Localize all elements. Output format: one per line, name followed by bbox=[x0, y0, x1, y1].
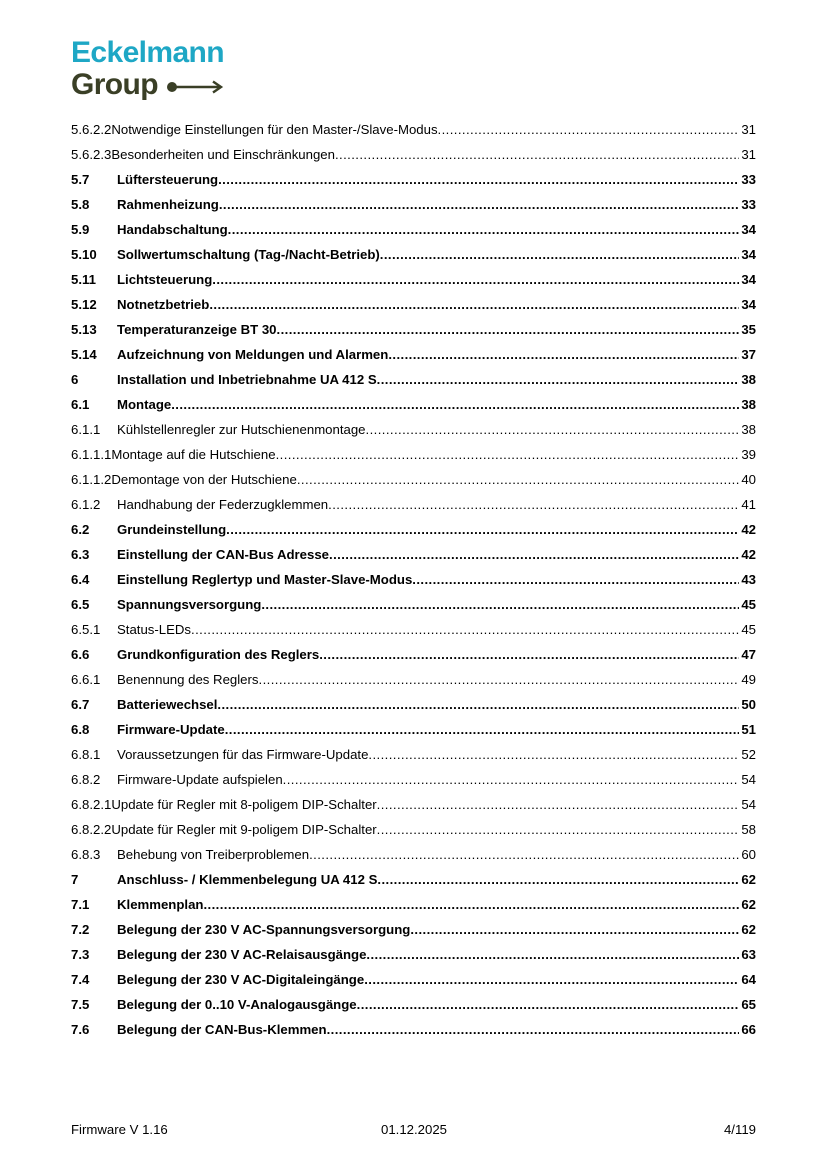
toc-entry-number: 6.8 bbox=[71, 722, 90, 737]
toc-entry-title: Handabschaltung bbox=[117, 222, 228, 237]
toc-entry-page: 38 bbox=[741, 372, 756, 387]
toc-entry-title: Kühlstellenregler zur Hutschienenmontage bbox=[117, 422, 366, 437]
toc-entry[interactable] bbox=[71, 317, 756, 342]
toc-entry-title: Belegung der 230 V AC-Digitaleingänge bbox=[117, 972, 365, 987]
toc-entry-title: Aufzeichnung von Meldungen und Alarmen bbox=[117, 347, 389, 362]
toc-entry-page: 65 bbox=[741, 997, 756, 1012]
toc-entry-title: Voraussetzungen für das Firmware-Update bbox=[117, 747, 369, 762]
toc-entry-page: 63 bbox=[741, 947, 756, 962]
toc-entry[interactable] bbox=[71, 392, 756, 417]
toc-entry-number: 6.7 bbox=[71, 697, 90, 712]
toc-entry-title: Notnetzbetrieb bbox=[117, 297, 210, 312]
table-of-contents bbox=[71, 117, 756, 1042]
toc-dot-leader bbox=[377, 867, 739, 892]
toc-entry-number: 6.8.2.2 bbox=[71, 822, 112, 837]
toc-entry[interactable] bbox=[71, 717, 756, 742]
toc-dot-leader bbox=[377, 792, 740, 817]
toc-entry-title: Belegung der 0..10 V-Analogausgänge bbox=[117, 997, 357, 1012]
toc-entry-title: Benennung des Reglers bbox=[117, 672, 259, 687]
toc-entry[interactable] bbox=[71, 942, 756, 967]
logo-arrow-icon bbox=[166, 80, 224, 94]
toc-dot-leader bbox=[228, 217, 740, 242]
toc-entry-page: 34 bbox=[741, 222, 756, 237]
toc-dot-leader bbox=[226, 517, 739, 542]
toc-entry[interactable] bbox=[71, 617, 756, 642]
toc-entry-page: 45 bbox=[741, 622, 756, 637]
toc-entry-page: 51 bbox=[741, 722, 756, 737]
toc-entry-page: 31 bbox=[741, 147, 756, 162]
toc-dot-leader bbox=[335, 142, 739, 167]
toc-entry-title: Status-LEDs bbox=[117, 622, 192, 637]
toc-dot-leader bbox=[357, 992, 740, 1017]
toc-entry[interactable] bbox=[71, 167, 756, 192]
toc-dot-leader bbox=[297, 467, 740, 492]
toc-dot-leader bbox=[366, 942, 739, 967]
toc-entry-number: 6 bbox=[71, 372, 79, 387]
logo-text-group: Group bbox=[71, 68, 158, 101]
toc-dot-leader bbox=[388, 342, 739, 367]
toc-entry-number: 7.4 bbox=[71, 972, 90, 987]
toc-entry-title: Update für Regler mit 8-poligem DIP-Schalter bbox=[111, 797, 377, 812]
toc-entry-number: 5.11 bbox=[71, 272, 96, 287]
toc-dot-leader bbox=[261, 592, 739, 617]
toc-entry[interactable] bbox=[71, 242, 756, 267]
toc-dot-leader bbox=[283, 767, 740, 792]
toc-dot-leader bbox=[212, 267, 739, 292]
toc-entry-page: 62 bbox=[741, 922, 756, 937]
toc-dot-leader bbox=[217, 692, 739, 717]
toc-entry[interactable] bbox=[71, 192, 756, 217]
toc-entry-number: 6.6 bbox=[71, 647, 90, 662]
toc-entry-page: 45 bbox=[741, 597, 756, 612]
toc-entry-page: 42 bbox=[741, 522, 756, 537]
toc-entry[interactable] bbox=[71, 992, 756, 1017]
toc-entry-page: 34 bbox=[741, 297, 756, 312]
toc-entry[interactable] bbox=[71, 892, 756, 917]
toc-entry-page: 58 bbox=[741, 822, 756, 837]
toc-entry-title: Montage auf die Hutschiene bbox=[111, 447, 276, 462]
toc-entry-title: Firmware-Update aufspielen bbox=[117, 772, 283, 787]
toc-entry-page: 34 bbox=[741, 247, 756, 262]
toc-entry-page: 33 bbox=[741, 172, 756, 187]
toc-entry-page: 42 bbox=[741, 547, 756, 562]
toc-entry[interactable] bbox=[71, 442, 756, 467]
toc-entry-number: 6.4 bbox=[71, 572, 90, 587]
toc-entry-number: 6.1 bbox=[71, 397, 90, 412]
toc-entry-number: 6.1.1.1 bbox=[71, 447, 112, 462]
toc-entry-page: 62 bbox=[741, 897, 756, 912]
toc-entry[interactable] bbox=[71, 867, 756, 892]
toc-entry-page: 62 bbox=[741, 872, 756, 887]
toc-entry-page: 49 bbox=[741, 672, 756, 687]
toc-entry-page: 33 bbox=[741, 197, 756, 212]
toc-entry-number: 6.2 bbox=[71, 522, 90, 537]
toc-entry-page: 34 bbox=[741, 272, 756, 287]
toc-dot-leader bbox=[209, 292, 739, 317]
toc-entry-number: 7.2 bbox=[71, 922, 90, 937]
toc-entry-page: 37 bbox=[741, 347, 756, 362]
toc-entry-title: Installation und Inbetriebnahme UA 412 S bbox=[117, 372, 377, 387]
toc-entry[interactable] bbox=[71, 117, 756, 142]
toc-entry[interactable] bbox=[71, 742, 756, 767]
toc-dot-leader bbox=[438, 117, 740, 142]
toc-entry[interactable] bbox=[71, 267, 756, 292]
toc-entry[interactable] bbox=[71, 142, 756, 167]
toc-entry-title: Lüftersteuerung bbox=[117, 172, 219, 187]
toc-entry[interactable] bbox=[71, 1017, 756, 1042]
toc-entry[interactable] bbox=[71, 567, 756, 592]
toc-entry-title: Lichtsteuerung bbox=[117, 272, 213, 287]
toc-dot-leader bbox=[380, 242, 740, 267]
toc-entry-page: 64 bbox=[741, 972, 756, 987]
toc-entry-title: Grundkonfiguration des Reglers bbox=[117, 647, 320, 662]
toc-entry-number: 6.1.2 bbox=[71, 497, 101, 512]
footer-date: 01.12.2025 bbox=[381, 1122, 448, 1137]
toc-entry-title: Batteriewechsel bbox=[117, 697, 218, 712]
toc-dot-leader bbox=[328, 492, 739, 517]
footer-firmware-version: Firmware V 1.16 bbox=[71, 1122, 168, 1137]
toc-entry-page: 47 bbox=[741, 647, 756, 662]
toc-dot-leader bbox=[366, 417, 740, 442]
toc-entry-number: 6.3 bbox=[71, 547, 90, 562]
toc-entry-title: Behebung von Treiberproblemen bbox=[117, 847, 310, 862]
toc-entry[interactable] bbox=[71, 917, 756, 942]
toc-dot-leader bbox=[364, 967, 739, 992]
toc-dot-leader bbox=[277, 317, 740, 342]
toc-entry-number: 5.8 bbox=[71, 197, 90, 212]
toc-entry-number: 6.8.2.1 bbox=[71, 797, 112, 812]
toc-entry[interactable] bbox=[71, 417, 756, 442]
toc-entry-number: 5.13 bbox=[71, 322, 97, 337]
toc-entry[interactable] bbox=[71, 667, 756, 692]
toc-entry-page: 54 bbox=[741, 797, 756, 812]
toc-entry-number: 6.8.1 bbox=[71, 747, 101, 762]
footer-page-number: 4/119 bbox=[723, 1122, 756, 1137]
toc-entry-page: 60 bbox=[741, 847, 756, 862]
toc-entry-number: 5.9 bbox=[71, 222, 90, 237]
toc-entry-number: 7.1 bbox=[71, 897, 90, 912]
toc-entry-number: 6.8.2 bbox=[71, 772, 101, 787]
toc-entry-page: 50 bbox=[741, 697, 756, 712]
toc-entry-number: 7.5 bbox=[71, 997, 90, 1012]
toc-dot-leader bbox=[225, 717, 740, 742]
company-logo bbox=[71, 38, 224, 101]
toc-entry-number: 6.8.3 bbox=[71, 847, 101, 862]
toc-entry-number: 6.1.1.2 bbox=[71, 472, 112, 487]
toc-entry-page: 38 bbox=[741, 422, 756, 437]
toc-entry-page: 31 bbox=[741, 122, 756, 137]
toc-entry-number: 5.6.2.2 bbox=[71, 122, 112, 137]
toc-entry[interactable] bbox=[71, 342, 756, 367]
toc-entry[interactable] bbox=[71, 492, 756, 517]
toc-entry-title: Demontage von der Hutschiene bbox=[111, 472, 297, 487]
toc-entry-page: 35 bbox=[741, 322, 756, 337]
toc-entry-page: 52 bbox=[741, 747, 756, 762]
toc-entry-title: Spannungsversorgung bbox=[117, 597, 262, 612]
toc-dot-leader bbox=[259, 667, 740, 692]
toc-entry-title: Sollwertumschaltung (Tag-/Nacht-Betrieb) bbox=[117, 247, 380, 262]
toc-dot-leader bbox=[191, 617, 739, 642]
toc-dot-leader bbox=[327, 1017, 740, 1042]
toc-entry-title: Klemmenplan bbox=[117, 897, 204, 912]
toc-dot-leader bbox=[329, 542, 739, 567]
toc-entry[interactable] bbox=[71, 217, 756, 242]
toc-entry-number: 7.3 bbox=[71, 947, 90, 962]
toc-entry-title: Update für Regler mit 9-poligem DIP-Schalter bbox=[111, 822, 377, 837]
toc-dot-leader bbox=[410, 917, 739, 942]
toc-entry-page: 39 bbox=[741, 447, 756, 462]
toc-entry[interactable] bbox=[71, 542, 756, 567]
toc-entry[interactable] bbox=[71, 767, 756, 792]
toc-dot-leader bbox=[368, 742, 739, 767]
toc-dot-leader bbox=[309, 842, 739, 867]
logo-row-group bbox=[71, 69, 224, 101]
toc-entry-title: Rahmenheizung bbox=[117, 197, 219, 212]
toc-dot-leader bbox=[319, 642, 739, 667]
toc-entry[interactable] bbox=[71, 517, 756, 542]
toc-entry-number: 6.5.1 bbox=[71, 622, 101, 637]
toc-entry[interactable] bbox=[71, 842, 756, 867]
toc-entry-number: 6.5 bbox=[71, 597, 90, 612]
toc-entry[interactable] bbox=[71, 817, 756, 842]
toc-entry-page: 41 bbox=[741, 497, 756, 512]
toc-entry-title: Handhabung der Federzugklemmen bbox=[117, 497, 329, 512]
toc-dot-leader bbox=[377, 367, 740, 392]
toc-entry[interactable] bbox=[71, 642, 756, 667]
toc-entry-number: 6.6.1 bbox=[71, 672, 101, 687]
toc-entry-number: 5.12 bbox=[71, 297, 97, 312]
toc-entry[interactable] bbox=[71, 292, 756, 317]
toc-entry[interactable] bbox=[71, 592, 756, 617]
toc-entry-title: Besonderheiten und Einschränkungen bbox=[111, 147, 335, 162]
toc-entry-page: 54 bbox=[741, 772, 756, 787]
toc-entry-number: 5.6.2.3 bbox=[71, 147, 112, 162]
toc-entry-page: 40 bbox=[741, 472, 756, 487]
toc-entry-title: Firmware-Update bbox=[117, 722, 225, 737]
toc-entry-number: 5.7 bbox=[71, 172, 90, 187]
page-footer bbox=[71, 1122, 756, 1140]
toc-entry-number: 5.10 bbox=[71, 247, 97, 262]
toc-dot-leader bbox=[203, 892, 739, 917]
toc-entry-number: 5.14 bbox=[71, 347, 97, 362]
toc-entry-page: 43 bbox=[741, 572, 756, 587]
toc-entry-page: 38 bbox=[741, 397, 756, 412]
toc-entry-title: Belegung der CAN-Bus-Klemmen bbox=[117, 1022, 327, 1037]
toc-entry-title: Montage bbox=[117, 397, 172, 412]
toc-entry-number: 7.6 bbox=[71, 1022, 90, 1037]
logo-text-eckelmann: Eckelmann bbox=[71, 36, 225, 69]
toc-entry-title: Belegung der 230 V AC-Spannungsversorgung bbox=[117, 922, 411, 937]
toc-entry-title: Anschluss- / Klemmenbelegung UA 412 S bbox=[117, 872, 378, 887]
toc-dot-leader bbox=[377, 817, 740, 842]
toc-entry-title: Einstellung Reglertyp und Master-Slave-Modus bbox=[117, 572, 413, 587]
toc-entry[interactable] bbox=[71, 792, 756, 817]
toc-dot-leader bbox=[412, 567, 739, 592]
toc-entry-title: Einstellung der CAN-Bus Adresse bbox=[117, 547, 330, 562]
toc-entry-title: Notwendige Einstellungen für den Master-/Slave-Modus bbox=[111, 122, 438, 137]
toc-dot-leader bbox=[171, 392, 739, 417]
toc-entry[interactable] bbox=[71, 367, 756, 392]
toc-entry[interactable] bbox=[71, 467, 756, 492]
toc-dot-leader bbox=[276, 442, 740, 467]
toc-entry-number: 6.1.1 bbox=[71, 422, 101, 437]
toc-entry-number: 7 bbox=[71, 872, 79, 887]
toc-entry[interactable] bbox=[71, 967, 756, 992]
toc-entry-title: Belegung der 230 V AC-Relaisausgänge bbox=[117, 947, 367, 962]
toc-entry-page: 66 bbox=[741, 1022, 756, 1037]
toc-entry-title: Grundeinstellung bbox=[117, 522, 227, 537]
toc-entry-title: Temperaturanzeige BT 30 bbox=[117, 322, 277, 337]
toc-entry[interactable] bbox=[71, 692, 756, 717]
toc-dot-leader bbox=[219, 192, 739, 217]
toc-dot-leader bbox=[218, 167, 739, 192]
